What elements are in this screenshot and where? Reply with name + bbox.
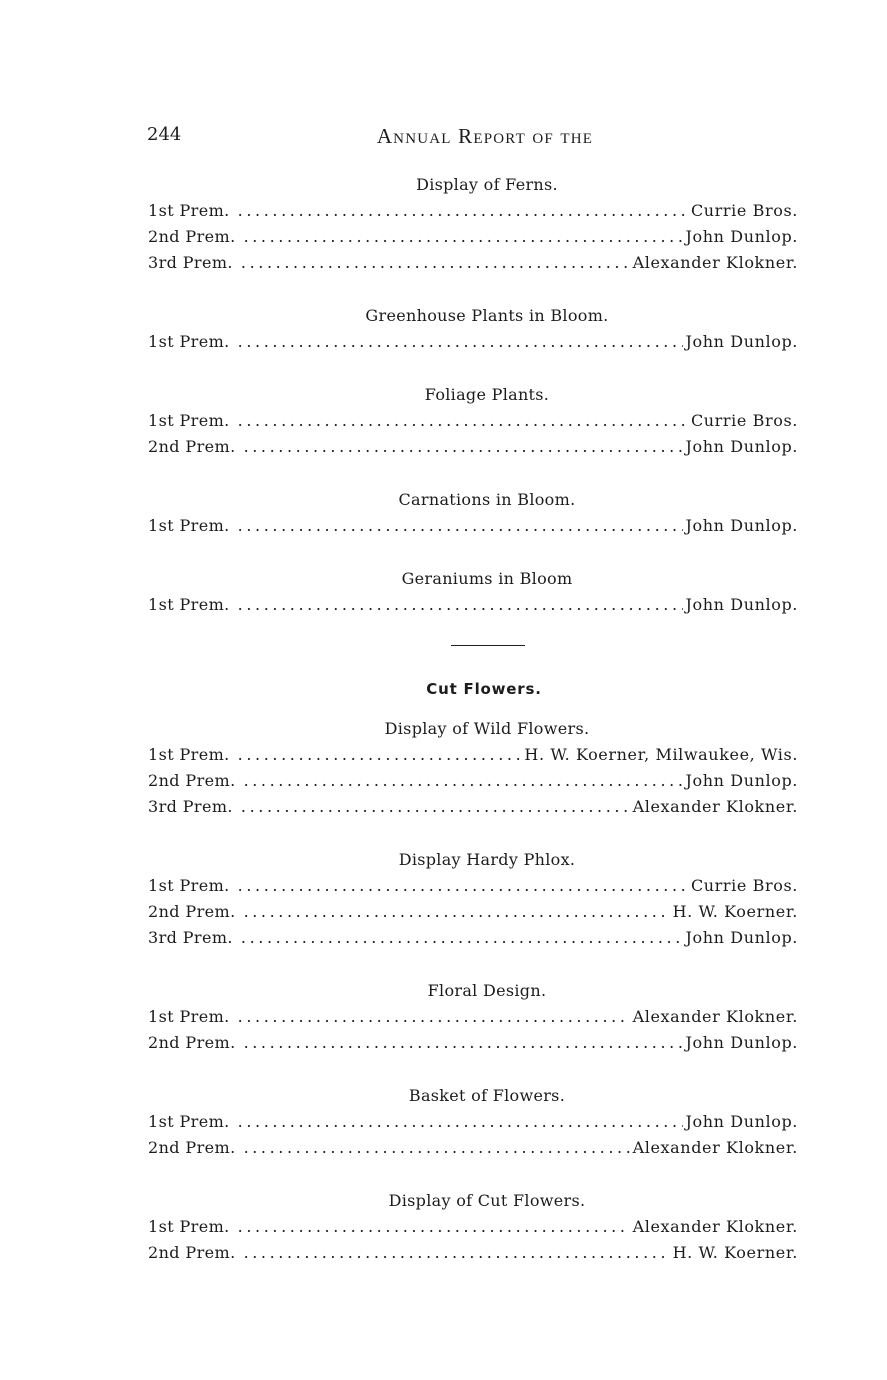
premium-place: 2nd Prem. xyxy=(148,1243,236,1262)
premium-place: 2nd Prem. xyxy=(148,437,236,456)
dot-leader xyxy=(241,794,630,820)
prize-row xyxy=(148,250,798,276)
premium-place: 1st Prem. xyxy=(148,201,230,220)
premium-place: 1st Prem. xyxy=(148,745,230,764)
award-category-title: Display of Wild Flowers. xyxy=(384,719,590,738)
premium-winner: John Dunlop. xyxy=(685,227,798,246)
dot-leader xyxy=(241,250,630,276)
award-category-title: Carnations in Bloom. xyxy=(398,490,576,509)
dot-leader xyxy=(238,198,688,224)
prize-row xyxy=(148,899,798,925)
premium-list-top xyxy=(148,172,798,618)
prize-row xyxy=(148,224,798,250)
premium-winner: John Dunlop. xyxy=(685,437,798,456)
premium-winner: Currie Bros. xyxy=(690,876,798,895)
award-section xyxy=(148,303,798,355)
dot-leader xyxy=(241,925,683,951)
premium-place: 1st Prem. xyxy=(148,595,230,614)
prize-row xyxy=(148,925,798,951)
premium-winner: John Dunlop. xyxy=(685,928,798,947)
award-category-title: Floral Design. xyxy=(427,981,547,1000)
premium-winner: Alexander Klokner. xyxy=(632,797,798,816)
running-head: Annual Report of the xyxy=(376,124,594,148)
award-section xyxy=(148,566,798,618)
premium-winner: H. W. Koerner, Milwaukee, Wis. xyxy=(524,745,798,764)
dot-leader xyxy=(238,329,683,355)
premium-place: 1st Prem. xyxy=(148,1007,230,1026)
prize-row xyxy=(148,1004,798,1030)
dot-leader xyxy=(238,873,688,899)
premium-place: 2nd Prem. xyxy=(148,1033,236,1052)
award-section xyxy=(148,1188,798,1266)
premium-winner: H. W. Koerner. xyxy=(672,1243,798,1262)
award-section xyxy=(148,382,798,460)
dot-leader xyxy=(244,1240,670,1266)
premium-winner: John Dunlop. xyxy=(685,771,798,790)
dot-leader xyxy=(238,513,683,539)
dot-leader xyxy=(244,768,683,794)
award-category-title: Display of Cut Flowers. xyxy=(388,1191,586,1210)
prize-row xyxy=(148,1240,798,1266)
premium-place: 1st Prem. xyxy=(148,411,230,430)
prize-row xyxy=(148,1109,798,1135)
prize-row xyxy=(148,434,798,460)
dot-leader xyxy=(238,408,688,434)
award-category-title: Display of Ferns. xyxy=(416,175,558,194)
award-section xyxy=(148,487,798,539)
premium-place: 3rd Prem. xyxy=(148,253,233,272)
premium-place: 2nd Prem. xyxy=(148,771,236,790)
premium-place: 3rd Prem. xyxy=(148,928,233,947)
dot-leader xyxy=(244,1135,630,1161)
premium-place: 1st Prem. xyxy=(148,1112,230,1131)
prize-row xyxy=(148,592,798,618)
premium-winner: Alexander Klokner. xyxy=(632,1007,798,1026)
prize-row xyxy=(148,794,798,820)
premium-place: 2nd Prem. xyxy=(148,227,236,246)
dot-leader xyxy=(238,1214,630,1240)
award-category-title: Foliage Plants. xyxy=(424,385,550,404)
premium-winner: Currie Bros. xyxy=(690,411,798,430)
premium-winner: John Dunlop. xyxy=(685,1112,798,1131)
prize-row xyxy=(148,1214,798,1240)
prize-row xyxy=(148,513,798,539)
dot-leader xyxy=(244,224,683,250)
prize-row xyxy=(148,1030,798,1056)
premium-winner: John Dunlop. xyxy=(685,332,798,351)
premium-winner: John Dunlop. xyxy=(685,595,798,614)
premium-winner: Alexander Klokner. xyxy=(632,1138,798,1157)
premium-winner: H. W. Koerner. xyxy=(672,902,798,921)
premium-winner: Alexander Klokner. xyxy=(632,253,798,272)
prize-row xyxy=(148,768,798,794)
dot-leader xyxy=(238,592,683,618)
prize-row xyxy=(148,408,798,434)
dot-leader xyxy=(238,742,522,768)
premium-place: 1st Prem. xyxy=(148,876,230,895)
premium-list-bottom xyxy=(148,716,798,1266)
prize-row xyxy=(148,1135,798,1161)
premium-winner: Alexander Klokner. xyxy=(632,1217,798,1236)
award-category-title: Greenhouse Plants in Bloom. xyxy=(365,306,609,325)
page-header xyxy=(147,124,793,150)
premium-place: 1st Prem. xyxy=(148,332,230,351)
premium-place: 1st Prem. xyxy=(148,1217,230,1236)
award-category-title: Geraniums in Bloom xyxy=(401,569,573,588)
dot-leader xyxy=(244,899,670,925)
award-section xyxy=(148,716,798,820)
premium-place: 3rd Prem. xyxy=(148,797,233,816)
section-divider-rule xyxy=(451,645,525,646)
award-category-title: Basket of Flowers. xyxy=(408,1086,566,1105)
dot-leader xyxy=(238,1004,630,1030)
premium-place: 1st Prem. xyxy=(148,516,230,535)
premium-winner: John Dunlop. xyxy=(685,1033,798,1052)
dot-leader xyxy=(244,434,683,460)
premium-place: 2nd Prem. xyxy=(148,1138,236,1157)
page-content xyxy=(148,172,798,1293)
dot-leader xyxy=(244,1030,683,1056)
award-section xyxy=(148,172,798,276)
award-section xyxy=(148,847,798,951)
prize-row xyxy=(148,329,798,355)
prize-row xyxy=(148,198,798,224)
award-section xyxy=(148,978,798,1056)
page-number: 244 xyxy=(147,124,182,145)
prize-row xyxy=(148,742,798,768)
premium-winner: John Dunlop. xyxy=(685,516,798,535)
award-category-title: Display Hardy Phlox. xyxy=(398,850,576,869)
prize-row xyxy=(148,873,798,899)
premium-winner: Currie Bros. xyxy=(690,201,798,220)
dot-leader xyxy=(238,1109,683,1135)
award-section xyxy=(148,1083,798,1161)
cut-flowers-heading: Cut Flowers. xyxy=(426,680,542,698)
premium-place: 2nd Prem. xyxy=(148,902,236,921)
